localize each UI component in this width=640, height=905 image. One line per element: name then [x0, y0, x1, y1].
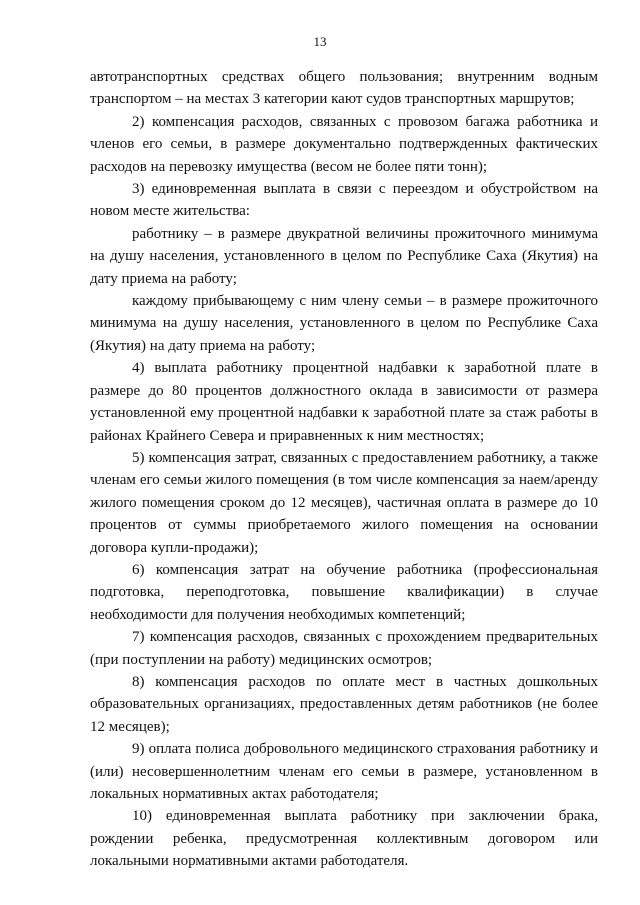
paragraph-item-3: 3) единовременная выплата в связи с переездом и обустройством на новом месте жительства: [90, 181, 598, 220]
document-body [90, 66, 598, 873]
paragraph-item-5: 5) компенсация затрат, связанных с предоставлением работнику, а также членам его семьи жилого помещения (в том числе компенсация за наем/аренду жилого помещения сроком до 12 месяцев), частичная оплата в размере до 10 процентов от суммы приобретаемого жилого помещения на основании договора купли-продажи); [90, 449, 598, 556]
paragraph-item-6: 6) компенсация затрат на обучение работника (профессиональная подготовка, переподготовка, повышение квалификации) в случае необходимости для получения необходимых компетенций; [90, 561, 598, 623]
paragraph-item-9: 9) оплата полиса добровольного медицинского страхования работнику и (или) несовершеннолетним членам его семьи в размере, установленном в локальных нормативных актах работодателя; [90, 741, 598, 802]
paragraph-item-3-family-member: каждому прибывающему с ним члену семьи – в размере прожиточного минимума на душу населения, установленного в целом по Республике Саха (Якутия) на дату приема на работу; [90, 293, 598, 354]
paragraph-item-2: 2) компенсация расходов, связанных с провозом багажа работника и членов его семьи, в размере документально подтвержденных фактических расходов на перевозку имущества (весом не более пяти тонн); [90, 113, 598, 175]
paragraph-item-8: 8) компенсация расходов по оплате мест в частных дошкольных образовательных организациях, предоставленных детям работников (не более 12 месяцев); [90, 673, 598, 735]
paragraph-item-10: 10) единовременная выплата работнику при заключении брака, рождении ребенка, предусмотренная коллективным договором или локальными нормативными актами работодателя. [90, 808, 598, 870]
paragraph-item-7: 7) компенсация расходов, связанных с прохождением предварительных (при поступлении на работу) медицинских осмотров; [90, 629, 598, 668]
paragraph-item-3-employee: работнику – в размере двукратной величины прожиточного минимума на душу населения, установленного в целом по Республике Саха (Якутия) на дату приема на работу; [90, 225, 598, 287]
paragraph-item-4: 4) выплата работнику процентной надбавки к заработной плате в размере до 80 процентов должностного оклада в зависимости от размера установленной ему процентной надбавки к заработной плате за стаж работы в районах Крайнего Севера и приравненных к ним местностях; [90, 360, 598, 444]
page-number: 13 [313, 34, 327, 49]
paragraph-continuation: автотранспортных средствах общего пользования; внутренним водным транспортом – на местах 3 категории кают судов транспортных маршрутов; [90, 69, 598, 108]
